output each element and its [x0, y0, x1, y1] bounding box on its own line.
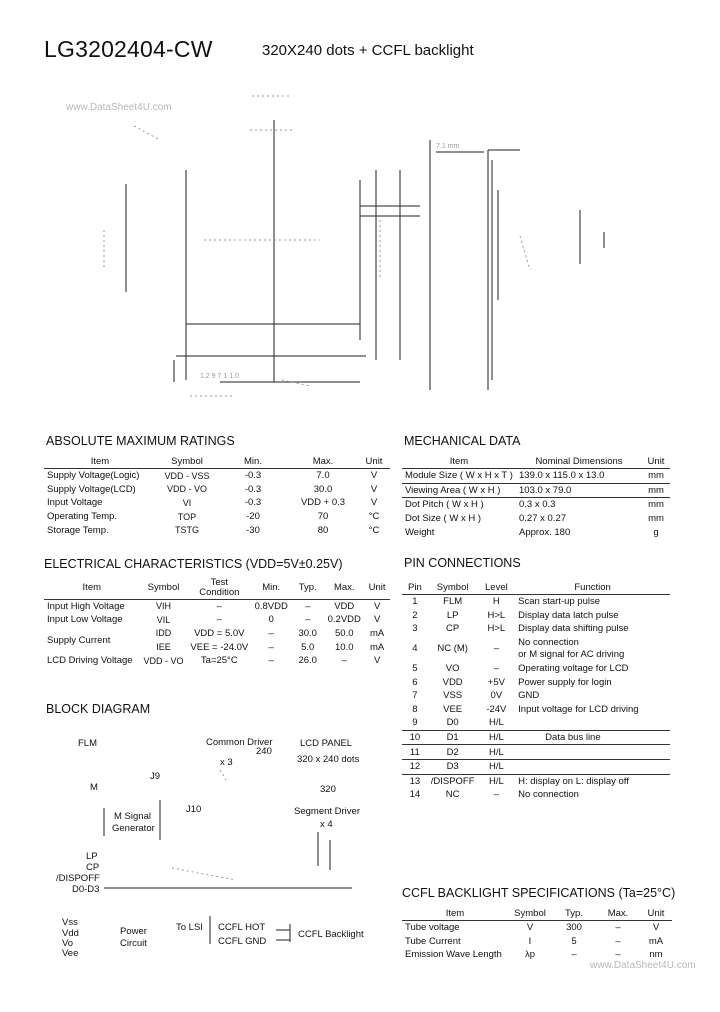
cell: 5 [571, 935, 577, 947]
cell: H/L [478, 730, 516, 745]
label-flm: FLM [78, 738, 97, 749]
page-subtitle: 320X240 dots + CCFL backlight [262, 42, 474, 59]
cell: nm [649, 949, 663, 961]
label-vo: Vo [62, 938, 74, 949]
header-cell: Max. [596, 906, 640, 921]
cell: H/L [478, 716, 516, 730]
cell: Scan start-up pulse [518, 596, 601, 608]
cell: D3 [428, 759, 478, 774]
cell: – [493, 663, 499, 675]
cell: FLM [443, 596, 463, 608]
cell: mA [369, 627, 385, 639]
cell: Display data shifting pulse [518, 623, 629, 635]
cell: Input Low Voltage [47, 614, 123, 626]
section-title-absolute-max: ABSOLUTE MAXIMUM RATINGS [46, 434, 235, 448]
header-cell: Symbol [508, 906, 552, 921]
header-cell: Symbol [428, 580, 478, 595]
cell: 9 [402, 716, 428, 730]
cell: H/L [478, 759, 516, 774]
header-cell: Unit [364, 577, 390, 599]
label-vss: Vss [62, 917, 78, 928]
cell: VIL [156, 614, 171, 625]
cell: VIH [155, 601, 171, 612]
header-cell: Item [44, 577, 140, 599]
header-cell: Min. [251, 577, 291, 599]
cell: VDD + 0.3 [300, 497, 346, 509]
cell: No connection [518, 789, 579, 801]
cell: 30.0 [298, 627, 317, 639]
cell: 80 [317, 524, 329, 536]
cell: g [653, 526, 659, 538]
cell: Module Size ( W x H x T ) [402, 469, 516, 484]
label-x3: x 3 [220, 757, 233, 768]
cell: Supply Current [47, 634, 111, 646]
label-vee: Vee [62, 948, 79, 959]
cell: – [341, 655, 347, 667]
cell: 4 [412, 643, 418, 655]
cell: – [216, 614, 222, 626]
cell: 70 [317, 511, 329, 523]
header-cell: Typ. [291, 577, 324, 599]
cell: – [305, 600, 311, 612]
cell: D0 [428, 716, 478, 730]
cell: VEE [443, 703, 463, 715]
cell: 10 [402, 730, 428, 745]
cell: mm [648, 513, 664, 525]
cell: H>L [487, 609, 506, 621]
cell: 50.0 [335, 627, 354, 639]
cell: Tube Current [405, 935, 461, 947]
header-cell: Symbol [156, 454, 218, 469]
cell: 0.8VDD [254, 600, 288, 612]
cell: 3 [412, 623, 418, 635]
cell: -20 [246, 511, 260, 523]
header-cell: Min. [218, 454, 288, 469]
cell: Display data latch pulse [518, 609, 619, 621]
cell: No connection [518, 636, 579, 648]
cell: V [370, 470, 378, 482]
cell: Tube voltage [405, 922, 460, 934]
cell: – [216, 600, 222, 612]
cell: TOP [177, 511, 197, 522]
ccfl-table [402, 906, 672, 962]
cell: – [615, 949, 621, 961]
label-ccfl-backlight: CCFL Backlight [298, 929, 364, 940]
section-title-block-diagram: BLOCK DIAGRAM [46, 702, 151, 716]
cell: 0.3 x 0.3 [519, 499, 556, 511]
cell: GND [518, 690, 540, 702]
cell: 300 [566, 922, 582, 934]
cell: mA [648, 935, 664, 947]
cell: Operating Temp. [47, 511, 118, 523]
section-title-ccfl: CCFL BACKLIGHT SPECIFICATIONS (Ta=25°C) [402, 886, 676, 900]
cell: Supply Voltage(Logic) [47, 470, 140, 482]
cell: D2 [428, 745, 478, 760]
cell: Supply Voltage(LCD) [47, 483, 136, 495]
cell: +5V [487, 676, 505, 688]
cell: Storage Temp. [47, 524, 109, 536]
cell: 2 [412, 609, 418, 621]
cell: LP [446, 609, 459, 621]
cell: V [373, 600, 381, 612]
cell: Input voltage for LCD driving [518, 703, 639, 715]
cell: 0 [268, 614, 274, 626]
cell: VDD - VO [166, 484, 207, 495]
cell: VDD [334, 600, 355, 612]
cell: – [268, 641, 274, 653]
watermark: www.DataSheet4U.com [66, 102, 172, 113]
header-cell: Item [402, 454, 516, 469]
cell: 7 [412, 690, 418, 702]
label-vdd: Vdd [62, 928, 79, 939]
cell: – [268, 655, 274, 667]
cell: -24V [486, 703, 507, 715]
cell: Operating voltage for LCD [518, 663, 629, 675]
header-cell: Item [402, 906, 508, 921]
table-row [402, 935, 672, 949]
cell: or M signal for AC driving [518, 648, 625, 660]
header-cell: Function [515, 580, 670, 595]
cell: Dot Pitch ( W x H ) [405, 499, 484, 511]
label-m-signal: M Signal [114, 811, 151, 822]
cell: /DISPOFF [430, 775, 475, 787]
header-cell: Unit [642, 454, 670, 469]
label-generator: Generator [112, 823, 155, 834]
cell: mm [648, 499, 664, 511]
cell: H [492, 596, 500, 608]
cell: IDD [155, 628, 172, 639]
section-title-electrical: ELECTRICAL CHARACTERISTICS (VDD=5V±0.25V) [44, 557, 343, 571]
cell: 14 [409, 789, 421, 801]
header-cell: Symbol [140, 577, 188, 599]
page-title: LG3202404-CW [44, 36, 213, 62]
cell: VDD = 5.0V [194, 627, 245, 639]
header-cell: Max. [324, 577, 364, 599]
label-240: 240 [256, 746, 272, 757]
label-lp: LP [86, 851, 98, 862]
cell: NC (M) [437, 643, 468, 655]
cell: D1 [428, 730, 478, 745]
cell: H/L [478, 745, 516, 760]
cell: CP [446, 623, 460, 635]
section-title-pins: PIN CONNECTIONS [404, 556, 521, 570]
cell: 1 [412, 596, 418, 608]
cell: Emission Wave Length [405, 949, 502, 961]
cell: VDD - VO [143, 655, 184, 666]
cell: – [615, 935, 621, 947]
cell: V [373, 655, 381, 667]
cell: V [370, 483, 378, 495]
label-d0-d3: D0-D3 [72, 884, 100, 895]
header-cell: Level [478, 580, 516, 595]
label-ccfl-gnd: CCFL GND [218, 936, 267, 947]
label-ccfl-hot: CCFL HOT [218, 922, 266, 933]
cell: V [526, 922, 534, 934]
cell: VO [445, 663, 460, 675]
cell: IEE [156, 642, 171, 653]
cell: °C [368, 511, 380, 523]
header-cell: Unit [358, 454, 390, 469]
cell: λp [524, 949, 536, 961]
label-circuit: Circuit [120, 938, 147, 949]
header-cell: Nominal Dimensions [516, 454, 642, 469]
cell: 13 [409, 775, 421, 787]
label-dots: 320 x 240 dots [297, 754, 360, 765]
cell: H>L [487, 623, 506, 635]
cell: 11 [402, 745, 428, 760]
header-cell: Max. [288, 454, 358, 469]
label-dispoff: /DISPOFF [56, 873, 100, 884]
cell: VI [182, 497, 192, 508]
cell: I [528, 935, 532, 947]
cell: Power supply for login [518, 676, 612, 688]
cell: Ta=25°C [200, 655, 238, 667]
cell: V [373, 614, 381, 626]
cell: 26.0 [298, 655, 317, 667]
cell: 5 [412, 663, 418, 675]
header-cell: Pin [402, 580, 428, 595]
cell: 7.0 [316, 470, 330, 482]
cell: V [652, 922, 660, 934]
header-cell: Typ. [552, 906, 596, 921]
cell: – [493, 643, 499, 655]
header-cell: Test Condition [187, 577, 251, 599]
cell: TSTG [175, 525, 199, 536]
cell: 12 [402, 759, 428, 774]
cell: °C [368, 524, 380, 536]
cell: H/L [488, 775, 504, 787]
cell: LCD Driving Voltage [47, 655, 133, 667]
label-to-lsi: To LSI [176, 922, 203, 933]
cell: 139.0 x 115.0 x 13.0 [516, 469, 642, 484]
cell: Dot Size ( W x H ) [405, 513, 482, 525]
label-segment-driver: Segment Driver [294, 806, 360, 817]
header-cell: Item [44, 454, 156, 469]
label-j10: J10 [186, 804, 202, 815]
label-power: Power [120, 926, 147, 937]
label-x4: x 4 [320, 819, 333, 830]
cell: 10.0 [335, 641, 354, 653]
cell: 103.0 x 79.0 [516, 483, 642, 498]
cell: Approx. 180 [519, 526, 571, 538]
cell: -0.3 [244, 483, 262, 495]
cell: VDD [442, 676, 463, 688]
cell: Data bus line [515, 730, 670, 745]
cell: V [370, 497, 378, 509]
cell: mA [369, 641, 385, 653]
cell: Weight [405, 526, 435, 538]
watermark: www.DataSheet4U.com [590, 960, 696, 971]
cell: Input Voltage [47, 497, 103, 509]
header-cell: Unit [640, 906, 672, 921]
cell: Viewing Area ( W x H ) [402, 483, 516, 498]
cell: -0.3 [244, 470, 262, 482]
cell: 0.27 x 0.27 [519, 513, 567, 525]
cell: H: display on L: display off [518, 775, 629, 787]
label-j9: J9 [150, 771, 161, 782]
cell: -0.3 [244, 497, 262, 509]
cell: 0.2VDD [327, 614, 361, 626]
cell: mm [642, 483, 670, 498]
cell: NC [445, 789, 460, 801]
cell: – [305, 614, 311, 626]
cell: – [615, 922, 621, 934]
label-common-driver: Common Driver [206, 737, 273, 748]
cell: 30.0 [313, 483, 333, 495]
table-header-row [402, 906, 672, 921]
drawing-dim-label: 7.1 mm [436, 143, 460, 150]
label-cp: CP [86, 862, 100, 873]
cell: Input High Voltage [47, 600, 125, 612]
drawing-dim-label: 1.2 9 7 1 1.0 [200, 373, 239, 380]
section-title-mechanical: MECHANICAL DATA [404, 434, 521, 448]
label-lcd-panel: LCD PANEL [300, 738, 353, 749]
cell: VDD - VSS [164, 470, 210, 481]
cell: mm [642, 469, 670, 484]
table-row [402, 921, 672, 935]
cell: VEE = -24.0V [190, 641, 249, 653]
cell: – [493, 789, 499, 801]
cell: 6 [412, 676, 418, 688]
cell: 0V [490, 690, 503, 702]
cell: -30 [246, 524, 260, 536]
label-m: M [90, 782, 98, 793]
label-320: 320 [320, 784, 336, 795]
cell: – [268, 627, 274, 639]
cell: VSS [443, 690, 463, 702]
cell: 5.0 [301, 641, 315, 653]
cell: – [571, 949, 577, 961]
cell: 8 [412, 703, 418, 715]
